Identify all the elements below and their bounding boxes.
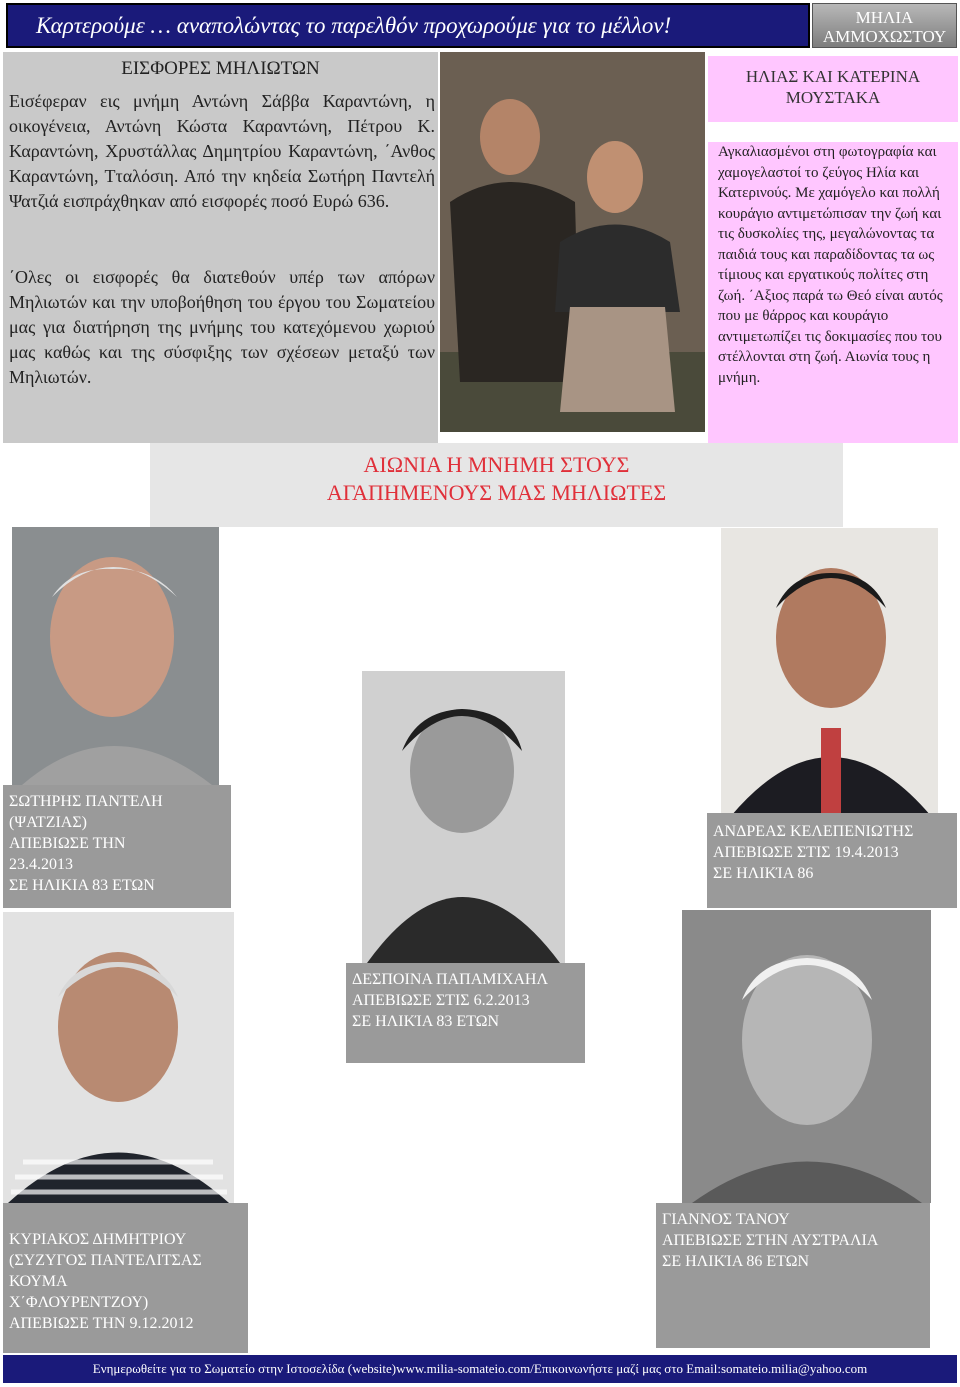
sotiris-date: 23.4.2013	[9, 856, 73, 873]
contributions-title: ΕΙΣΦΟΡΕΣ ΜΗΛΙΩΤΩΝ	[121, 58, 320, 79]
despoina-name: ΔΕΣΠΟΙΝΑ ΠΑΠΑΜΙΧΑΗΛ	[352, 971, 549, 988]
header-title: Καρτερούμε … αναπολώντας το παρελθόν προχωρούμε για το μέλλον!	[36, 13, 672, 38]
giannos-caption	[656, 1203, 930, 1348]
sotiris-nickname: (ΨΑΤΖΙΑΣ)	[9, 814, 87, 831]
sotiris-caption	[3, 785, 231, 908]
despoina-caption	[346, 963, 585, 1063]
memorial-banner	[150, 443, 843, 527]
giannos-photo	[682, 910, 931, 1203]
andreas-caption	[707, 813, 957, 908]
giannos-age: ΣΕ ΗΛΙΚΊΑ 86 ΕΤΩΝ	[662, 1253, 810, 1270]
sotiris-age: ΣΕ ΗΛΙΚΙΑ 83 ΕΤΩΝ	[9, 877, 155, 894]
sotiris-died: ΑΠΕΒΙΩΣΕ ΤΗΝ	[9, 835, 126, 852]
page-header	[6, 3, 810, 48]
contributions-paragraph-2: ΄Ολες οι εισφορές θα διατεθούν υπέρ των απόρων Μηλιωτών και την υποβοήθηση του έργου του Σωματείου μας για διατήρηση της μνήμης του κατεχόμενου χωριού μας καθώς και της σύσφιξης των σχέσεων μεταξύ των Μηλιωτών.	[9, 267, 435, 387]
despoina-photo	[362, 671, 565, 963]
andreas-photo	[721, 528, 938, 816]
village-name: ΜΗΛΙΑ	[855, 8, 914, 27]
sotiris-photo	[12, 527, 219, 785]
village-district: ΑΜΜΟΧΩΣΤΟΥ	[822, 27, 947, 46]
kyriakos-caption	[3, 1203, 248, 1353]
couple-title-line-2: ΜΟΥΣΤΑΚΑ	[785, 88, 881, 107]
kyriakos-spouse-line-2: ΚΟΥΜΑ	[9, 1273, 68, 1290]
andreas-age: ΣΕ ΗΛΙΚΊΑ 86	[713, 865, 814, 882]
kyriakos-spouse-line-1: (ΣΥΖΥΓΟΣ ΠΑΝΤΕΛΙΤΣΑΣ	[9, 1252, 202, 1269]
contributions-paragraph-1: Εισέφεραν εις μνήμη Αντώνη Σάββα Καραντώνη, η οικογένεια, Αντώνη Κώστα Καραντώνη, Πέτρου Κ. Καραντώνη, Χρυστάλλας Δημητρίου Καραντώνη, ΄Ανθος Καραντώνη, Τταλόσιη. Από την κηδεία Σωτήρη Παντελή Ψατζιά εισπράχθηκαν από εισφορές ποσό Ευρώ 636.	[9, 91, 435, 211]
memorial-banner-line-1: ΑΙΩΝΙΑ Η ΜΝΗΜΗ ΣΤΟΥΣ	[363, 452, 630, 477]
kyriakos-spouse-line-3: Χ΄ΦΛΟΥΡΕΝΤΖΟΥ)	[9, 1294, 149, 1311]
contributions-box	[3, 52, 438, 443]
sotiris-name: ΣΩΤΗΡΗΣ ΠΑΝΤΕΛΗ	[9, 793, 163, 810]
andreas-name: ΑΝΔΡΕΑΣ ΚΕΛΕΠΕΝΙΩΤΗΣ	[713, 823, 914, 840]
kyriakos-name: ΚΥΡΙΑΚΟΣ ΔΗΜΗΤΡΙΟΥ	[9, 1231, 187, 1248]
memorial-banner-line-2: ΑΓΑΠΗΜΕΝΟΥΣ ΜΑΣ ΜΗΛΙΩΤΕΣ	[326, 480, 667, 505]
despoina-died: ΑΠΕΒΙΩΣΕ ΣΤΙΣ 6.2.2013	[352, 992, 530, 1009]
page-footer	[3, 1355, 957, 1383]
couple-title	[708, 56, 958, 122]
giannos-name: ΓΙΑΝΝΟΣ ΤΑΝΟΥ	[662, 1211, 790, 1228]
village-badge	[812, 3, 957, 48]
couple-photo	[440, 52, 705, 432]
footer-contact-text: Ενημερωθείτε για το Σωματείο στην Ιστοσελίδα (website)www.milia-somateio.com/Επικοινωνήστε μαζί μας στο Email:somateio.milia@yahoo.com	[92, 1361, 868, 1376]
couple-title-line-1: ΗΛΙΑΣ ΚΑΙ ΚΑΤΕΡΙΝΑ	[745, 67, 921, 86]
despoina-age: ΣΕ ΗΛΙΚΊΑ 83 ΕΤΩΝ	[352, 1013, 500, 1030]
andreas-died: ΑΠΕΒΙΩΣΕ ΣΤΙΣ 19.4.2013	[713, 844, 899, 861]
giannos-died: ΑΠΕΒΙΩΣΕ ΣΤΗΝ ΑΥΣΤΡΑΛΙΑ	[662, 1232, 879, 1249]
kyriakos-died: ΑΠΕΒΙΩΣΕ ΤΗΝ 9.12.2012	[9, 1315, 194, 1332]
couple-description: Αγκαλιασμένοι στη φωτογραφία και χαμογελαστοί το ζεύγος Ηλία και Κατερινούς. Με χαμόγελο και πολλή κουράγιο αντιμετώπισαν την ζωή και τις δυσκολίες της, μεγαλώνοντας τα παιδιά τους και παραδίδοντας τα ως τίμιους και εργατικούς πολίτες στη ζωή. ΄Αξιος παρά τω Θεό είναι αυτός που με θάρρος και κουράγιο αντιμετωπίζει τις δοκιμασίες που του στέλλονται στη ζωή. Αιωνία τους η μνήμη.	[708, 142, 958, 443]
kyriakos-photo	[3, 912, 234, 1203]
